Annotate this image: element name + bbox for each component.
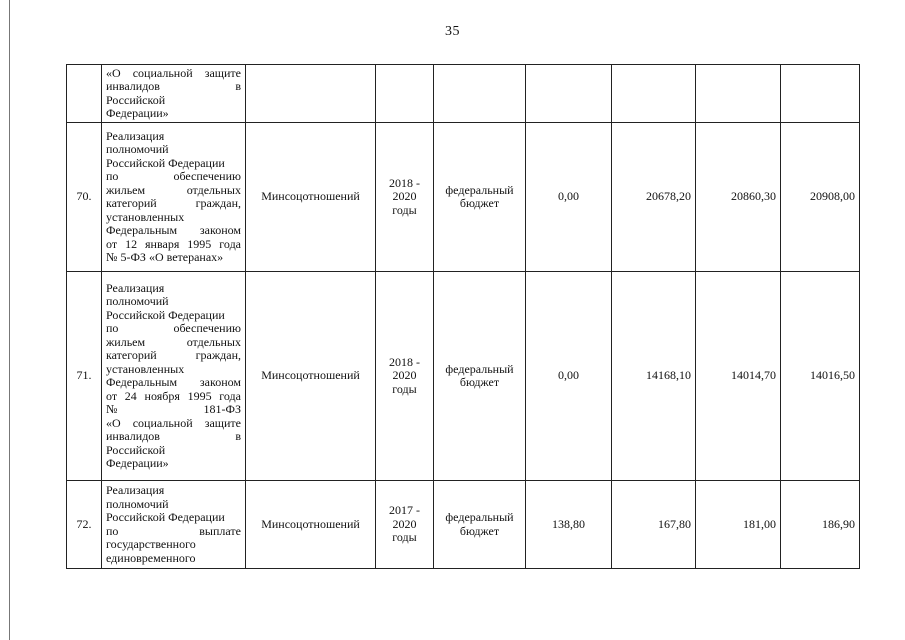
page-left-edge-rule: [9, 0, 10, 640]
funding-source-cell: [434, 123, 526, 272]
measure-name-line: Федеральным законом: [106, 223, 241, 237]
measure-name-line: Федерации»: [106, 106, 169, 120]
amount-cell-3: 181,00: [696, 481, 781, 569]
table-row: [67, 123, 860, 272]
measure-name-line: Российской Федерации: [106, 307, 225, 322]
funding-source-line: бюджет: [459, 196, 500, 210]
period-line: 2018 -: [389, 175, 420, 190]
program-measures-table: [66, 64, 860, 569]
funding-source-cell: [434, 65, 526, 123]
amount-cell-4: 20908,00: [781, 123, 860, 272]
measure-name-line: инвалидов в: [106, 79, 241, 93]
measure-name-line: полномочий: [106, 142, 169, 156]
executor-cell: Минсоцотношений: [246, 272, 376, 481]
measure-name-line: Реализация: [106, 128, 165, 143]
measure-name-line: по выплате: [106, 523, 241, 538]
row-number-cell: 71.: [67, 272, 102, 481]
funding-source-cell: [434, 272, 526, 481]
executor-cell: Минсоцотношений: [246, 123, 376, 272]
amount-cell-4: [781, 65, 860, 123]
table-row: [67, 272, 860, 481]
row-number-cell: 72.: [67, 481, 102, 569]
executor-cell: Минсоцотношений: [246, 481, 376, 569]
measure-name-line: установленных: [106, 361, 185, 376]
measure-name-line: № 5-ФЗ «О ветеранах»: [106, 250, 224, 264]
measure-name-line: Реализация: [106, 280, 165, 295]
funding-source-line: бюджет: [459, 523, 500, 538]
period-cell: [376, 123, 434, 272]
measure-name-cell: [102, 65, 246, 123]
amount-cell-1: 0,00: [526, 123, 612, 272]
measure-name-line: от 12 января 1995 года: [106, 236, 241, 251]
measure-name-line: «О социальной защите: [106, 65, 241, 80]
measure-name-line: инвалидов в: [106, 429, 241, 443]
measure-name-line: Российской Федерации: [106, 155, 225, 170]
row-number-cell: [67, 65, 102, 123]
amount-cell-1: 138,80: [526, 481, 612, 569]
measure-name-line: Реализация: [106, 483, 165, 497]
measure-name-line: от 24 ноября 1995 года: [106, 388, 241, 403]
amount-cell-3: 14014,70: [696, 272, 781, 481]
measure-name-line: полномочий: [106, 496, 169, 511]
period-line: 2020: [392, 516, 417, 531]
amount-cell-2: 167,80: [612, 481, 696, 569]
measure-name-line: по обеспечению: [106, 169, 241, 183]
period-line: 2017 -: [389, 503, 420, 518]
funding-source-line: федеральный: [445, 182, 514, 197]
amount-cell-4: 14016,50: [781, 272, 860, 481]
period-line: годы: [392, 530, 417, 545]
period-cell: [376, 481, 434, 569]
measure-name-line: Российской Федерации: [106, 510, 225, 524]
measure-name-cell: [102, 272, 246, 481]
period-line: годы: [392, 202, 417, 217]
measure-name-line: № 181-ФЗ: [106, 402, 241, 416]
measure-name-cell: [102, 123, 246, 272]
row-number-cell: 70.: [67, 123, 102, 272]
amount-cell-3: 20860,30: [696, 123, 781, 272]
funding-source-line: бюджет: [459, 375, 500, 389]
period-line: 2020: [392, 189, 417, 204]
funding-source-line: федеральный: [445, 510, 514, 524]
executor-cell: [246, 65, 376, 123]
page-number: 35: [445, 24, 460, 39]
measure-name-line: Федеральным законом: [106, 375, 241, 389]
measure-name-line: Российской: [106, 92, 166, 107]
table-row: [67, 481, 860, 569]
measure-name-line: жильем отдельных: [106, 182, 241, 197]
amount-cell-2: [612, 65, 696, 123]
measure-name-line: по обеспечению: [106, 321, 241, 335]
measure-name-line: единовременного: [106, 550, 196, 565]
table-row: [67, 65, 860, 123]
period-line: 2018 -: [389, 354, 420, 369]
amount-cell-1: 0,00: [526, 272, 612, 481]
measure-name-line: «О социальной защите: [106, 415, 241, 430]
period-line: годы: [392, 381, 417, 396]
measure-name-line: установленных: [106, 209, 185, 224]
measure-name-cell: [102, 481, 246, 569]
measure-name-line: жильем отдельных: [106, 334, 241, 349]
table-body: [67, 65, 860, 569]
period-line: 2020: [392, 368, 417, 383]
measure-name-line: Федерации»: [106, 456, 169, 470]
funding-source-cell: [434, 481, 526, 569]
funding-source-line: федеральный: [445, 361, 514, 376]
measure-name-line: государственного: [106, 537, 196, 551]
amount-cell-2: 20678,20: [612, 123, 696, 272]
period-cell: [376, 65, 434, 123]
measure-name-line: категорий граждан,: [106, 196, 241, 210]
amount-cell-4: 186,90: [781, 481, 860, 569]
measure-name-line: Российской: [106, 442, 166, 457]
amount-cell-3: [696, 65, 781, 123]
amount-cell-1: [526, 65, 612, 123]
period-cell: [376, 272, 434, 481]
amount-cell-2: 14168,10: [612, 272, 696, 481]
measure-name-line: категорий граждан,: [106, 348, 241, 362]
measure-name-line: полномочий: [106, 294, 169, 308]
